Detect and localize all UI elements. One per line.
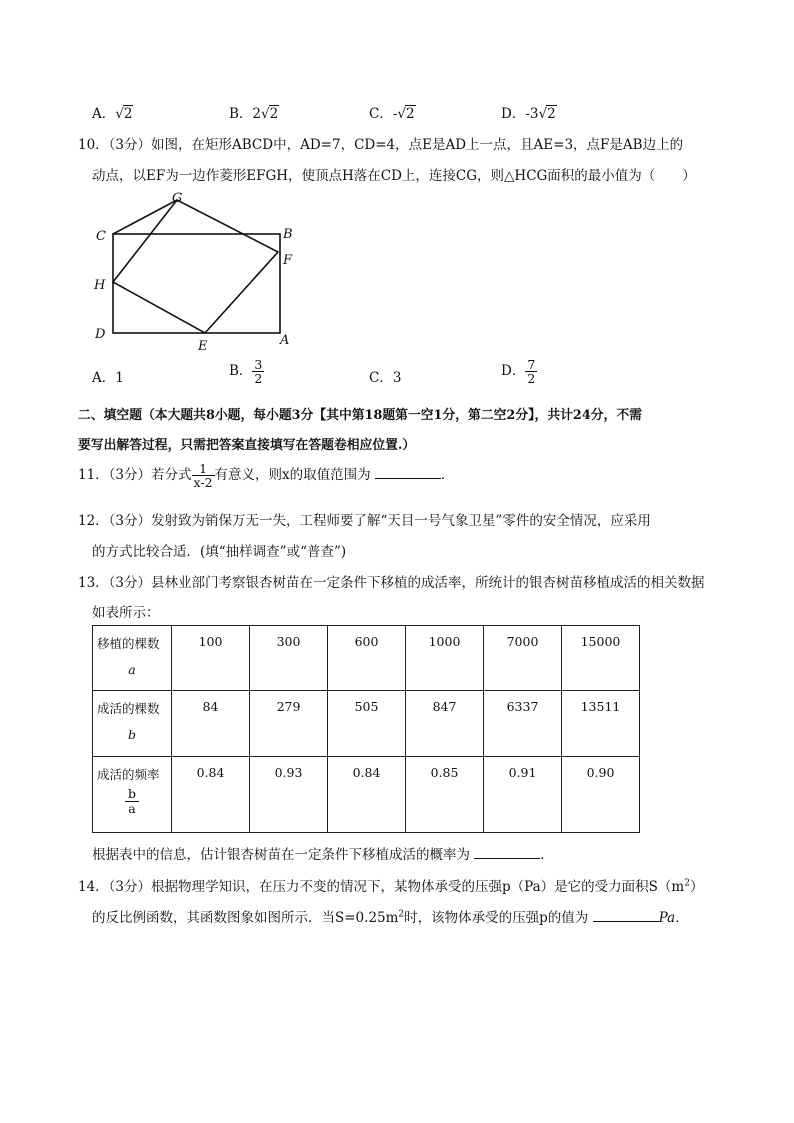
q10-text-line2: 动点，以EF为一边作菱形EFGH，使顶点H落在CD上，连接CG，则△HCG面积的最小值为（ ） — [92, 168, 696, 184]
q11-text: 11．（3分）若分式 $\frac{1}{x-2}$ 有意义，则x的取值范围为 ． — [78, 461, 455, 491]
q12-text-line1: 12．（3分）发射致为销保万无一失，工程师要了解“天目一号气象卫星”零件的安全情况，应采用 — [78, 513, 651, 529]
segment-cg — [113, 200, 177, 234]
label-h: H — [94, 278, 106, 293]
q13-text-line1: 13．（3分）县林业部门考察银杏树苗在一定条件下移植的成活率，所统计的银杏树苗移植成活的相关数据 — [78, 575, 705, 591]
row-header-frequency: 成活的频率 $\frac{b}{a}$ — [93, 757, 172, 833]
q12-text-line2: 的方式比较合适．(填“抽样调查”或“普查”) — [92, 544, 347, 560]
label-a: A — [280, 333, 290, 348]
q14-answer-blank — [593, 909, 659, 922]
q14-text-line2: 的反比例函数，其函数图象如图所示．当$S=0.25m^2$时，该物体承受的压强p的值为 Pa． — [92, 909, 689, 926]
q10-option-b: B． $\frac{3}{2}$ — [229, 357, 263, 387]
label-b: B — [283, 227, 293, 242]
label-e: E — [198, 339, 208, 354]
rhombus-efgh — [113, 200, 278, 333]
label-c: C — [96, 229, 106, 244]
q10-option-d: D． $\frac{7}{2}$ — [501, 357, 536, 387]
q13-text-line2: 如表所示： — [92, 605, 160, 621]
q14-text-line1: 14．（3分）根据物理学知识，在压力不变的情况下，某物体承受的压强p（Pa）是它的受力面积$S(m^2)$ — [78, 878, 704, 895]
table-row-planted: 移植的棵数 a 100 300 600 1000 7000 15000 — [93, 626, 640, 691]
q10-option-a: A．1 — [92, 370, 124, 386]
label-g: G — [172, 191, 183, 206]
label-f: F — [283, 253, 293, 268]
q10-text-line1: 10．（3分）如图，在矩形ABCD中，AD=7，CD=4，点E是AD上一点，且AE=3，点F是AB边上的 — [78, 137, 684, 153]
q13-data-table — [92, 625, 640, 833]
section-2-heading-line1: 二、填空题（本大题共8小题，每小题3分【其中第18题第一空1分，第二空2分】，共计24分，不需 — [78, 408, 642, 423]
table-row-survived: 成活的棵数 b 84 279 505 847 6337 13511 — [93, 691, 640, 757]
table-row-frequency: 成活的频率 $\frac{b}{a}$ 0.84 0.93 0.84 0.85 0.91 0.90 — [93, 757, 640, 833]
q9-option-d: D．-3√2 — [501, 106, 556, 122]
row-header-survived: 成活的棵数 b — [93, 691, 172, 757]
q13-answer-blank — [474, 846, 540, 859]
row-header-planted: 移植的棵数 a — [93, 626, 172, 691]
label-d: D — [95, 327, 106, 342]
rectangle-abcd — [113, 234, 280, 333]
q9-option-c: C．-√2 — [369, 106, 415, 122]
q13-text-after: 根据表中的信息，估计银杏树苗在一定条件下移植成活的概率为 ． — [92, 847, 554, 863]
q9-option-a: A．√2 — [92, 106, 133, 122]
q11-answer-blank — [375, 466, 441, 479]
section-2-heading-line2: 要写出解答过程，只需把答案直接填写在答题卷相应位置.） — [78, 438, 416, 453]
q10-option-c: C．3 — [369, 370, 402, 386]
q9-option-b: B．2√2 — [229, 106, 279, 122]
